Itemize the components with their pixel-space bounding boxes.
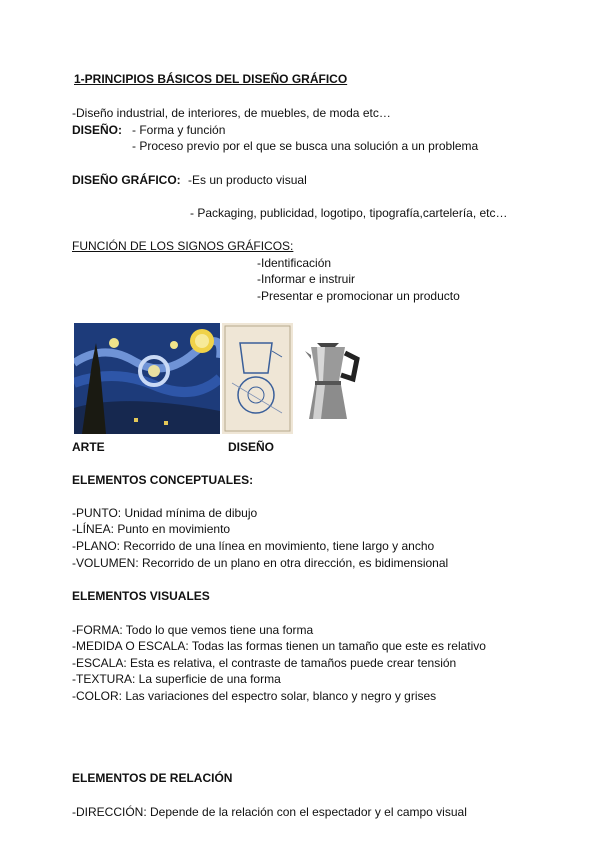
diseno-grafico-item: -Es un producto visual [188, 173, 307, 187]
visuales-item: -MEDIDA O ESCALA: Todas las formas tienen un tamaño que este es relativo [72, 639, 486, 653]
moka-pot-image [295, 323, 361, 434]
diseno-item: - Forma y función [132, 123, 226, 137]
visuales-item: -FORMA: Todo lo que vemos tiene una forma [72, 623, 314, 637]
conceptuales-item: -PUNTO: Unidad mínima de dibujo [72, 506, 258, 520]
intro-line: -Diseño industrial, de interiores, de muebles, de moda etc… [72, 106, 391, 120]
page-title: 1-PRINCIPIOS BÁSICOS DEL DISEÑO GRÁFICO [74, 72, 348, 86]
conceptuales-heading: ELEMENTOS CONCEPTUALES: [72, 473, 254, 487]
conceptuales-item: -LÍNEA: Punto en movimiento [72, 522, 231, 536]
caption-arte: ARTE [72, 440, 105, 454]
visuales-item: -COLOR: Las variaciones del espectro solar, blanco y negro y grises [72, 689, 437, 703]
diseno-grafico-label: DISEÑO GRÁFICO: [72, 173, 181, 187]
visuales-item: -ESCALA: Esta es relativa, el contraste de tamaños puede crear tensión [72, 656, 457, 670]
conceptuales-item: -PLANO: Recorrido de una línea en movimiento, tiene largo y ancho [72, 539, 435, 553]
starry-night-painting [74, 323, 220, 434]
relacion-item: -DIRECCIÓN: Depende de la relación con el espectador y el campo visual [72, 805, 467, 819]
diseno-label: DISEÑO: [72, 123, 123, 137]
funcion-item: -Presentar e promocionar un producto [257, 289, 460, 303]
conceptuales-item: -VOLUMEN: Recorrido de un plano en otra dirección, es bidimensional [72, 556, 449, 570]
funcion-item: -Identificación [257, 256, 332, 270]
diseno-grafico-item: - Packaging, publicidad, logotipo, tipografía,cartelería, etc… [190, 206, 508, 220]
patent-drawing [222, 323, 293, 434]
caption-diseno: DISEÑO [228, 440, 275, 454]
visuales-heading: ELEMENTOS VISUALES [72, 589, 210, 603]
diseno-item: - Proceso previo por el que se busca una solución a un problema [132, 139, 479, 153]
funcion-item: -Informar e instruir [257, 272, 356, 286]
funcion-heading: FUNCIÓN DE LOS SIGNOS GRÁFICOS: [72, 239, 294, 253]
visuales-item: -TEXTURA: La superficie de una forma [72, 672, 281, 686]
relacion-heading: ELEMENTOS DE RELACIÓN [72, 771, 233, 785]
